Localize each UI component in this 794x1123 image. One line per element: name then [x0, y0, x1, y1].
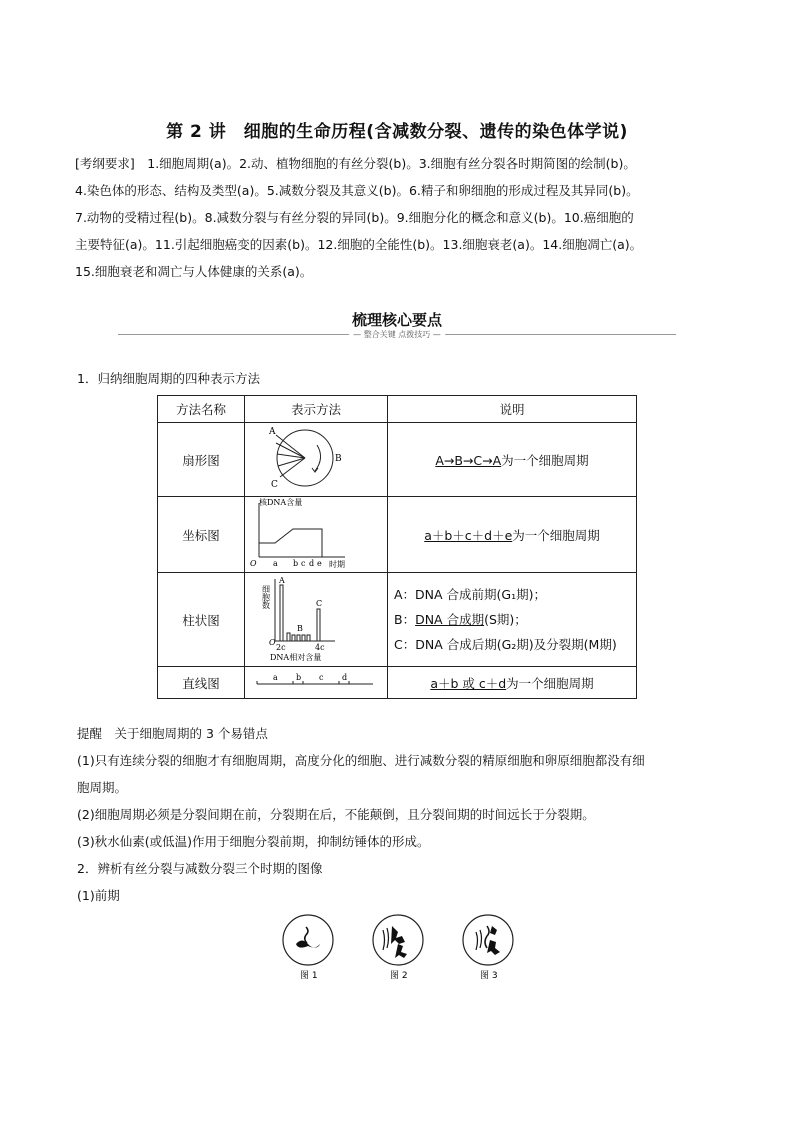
line-label-a: a	[273, 673, 278, 682]
fan-label-a: A	[269, 427, 276, 437]
explanation-underlined: a＋b 或 c＋d	[430, 675, 507, 691]
explanation	[388, 497, 637, 573]
coord-ylabel: 核DNA含量	[259, 498, 303, 507]
phase-b	[388, 611, 636, 629]
coord-tick-b: b	[293, 559, 299, 568]
explanation-underlined: a＋b＋c＋d＋e	[424, 527, 513, 543]
section2-heading: 2．辨析有丝分裂与减数分裂三个时期的图像	[77, 861, 323, 876]
notes-heading: 提醒 关于细胞周期的 3 个易错点	[77, 726, 268, 741]
section1-heading: 1．归纳细胞周期的四种表示方法	[77, 371, 260, 386]
method-name: 坐标图	[158, 497, 245, 573]
section2-subheading: (1)前期	[77, 888, 120, 903]
explanation	[388, 667, 637, 699]
bar-ylabel: 细胞数	[261, 585, 271, 609]
requirement-line: 主要特征(a)。11.引起细胞癌变的因素(b)。12.细胞的全能性(b)。13.细胞衰老(a)。14.细胞凋亡(a)。	[75, 237, 643, 252]
note-1a: (1)只有连续分裂的细胞才有细胞周期，高度分化的细胞、进行减数分裂的精原细胞和卵原细胞都没有细	[77, 753, 645, 768]
line-label-d: d	[342, 673, 348, 682]
explanation-text: 为一个细胞周期	[512, 527, 600, 543]
header-explanation: 说明	[388, 396, 637, 423]
explanation-text: 为一个细胞周期	[506, 675, 594, 691]
requirement-line: 15.细胞衰老和凋亡与人体健康的关系(a)。	[75, 264, 313, 279]
explanation	[388, 423, 637, 497]
bar-origin: O	[269, 638, 276, 647]
table-row	[158, 667, 637, 699]
bar-label-b: B	[297, 624, 303, 633]
table-row	[158, 573, 637, 667]
bar-x2: 4c	[315, 643, 325, 652]
fan-diagram	[245, 423, 387, 493]
section-banner	[118, 309, 676, 339]
line-label-c: c	[319, 673, 324, 682]
figure-3	[463, 915, 513, 981]
coord-tick-e: e	[317, 559, 322, 568]
fan-label-c: C	[271, 480, 278, 490]
prophase-figures	[280, 912, 520, 984]
figure-3-label: 图 3	[480, 971, 498, 981]
figure-1-label: 图 1	[300, 971, 318, 981]
bar-label-c: C	[316, 599, 323, 608]
coord-diagram-cell	[245, 497, 388, 573]
header-representation: 表示方法	[245, 396, 388, 423]
notes-block	[77, 720, 757, 909]
fan-diagram-cell	[245, 423, 388, 497]
phase-a: A：DNA 合成前期(G₁期)；	[394, 586, 547, 602]
bar-x1: 2c	[276, 643, 286, 652]
line-label-b: b	[296, 673, 302, 682]
bar-diagram	[245, 573, 387, 663]
bar-xlabel: DNA相对含量	[270, 653, 322, 662]
method-name: 柱状图	[158, 573, 245, 667]
table-row	[158, 497, 637, 573]
coord-tick-d: d	[309, 559, 315, 568]
coord-origin: O	[250, 559, 257, 568]
method-name: 扇形图	[158, 423, 245, 497]
cell-cycle-table	[157, 395, 637, 699]
note-2: (2)细胞周期必须是分裂间期在前，分裂期在后，不能颠倒，且分裂间期的时间远长于分裂期。	[77, 807, 595, 822]
phase-c: C：DNA 合成后期(G₂期)及分裂期(M期)	[394, 636, 617, 652]
figure-2	[373, 915, 423, 981]
coord-xlabel: 时期	[329, 560, 345, 569]
requirement-line: 7.动物的受精过程(b)。8.减数分裂与有丝分裂的异同(b)。9.细胞分化的概念和意义(b)。10.癌细胞的	[75, 210, 634, 225]
requirement-line: [考纲要求] 1.细胞周期(a)。2.动、植物细胞的有丝分裂(b)。3.细胞有丝分裂各时期简图的绘制(b)。	[75, 156, 636, 171]
page-title: 第 2 讲 细胞的生命历程(含减数分裂、遗传的染色体学说)	[166, 122, 628, 142]
phase-b-underlined: DNA 合成期	[415, 611, 485, 627]
coordinate-diagram	[245, 497, 387, 569]
coord-tick-a: a	[273, 559, 278, 568]
table-row	[158, 423, 637, 497]
phase-b-suffix: (S期)；	[484, 611, 527, 627]
table-header-row	[158, 396, 637, 423]
header-method-name: 方法名称	[158, 396, 245, 423]
line-diagram-cell	[245, 667, 388, 699]
explanation-underlined: A→B→C→A	[435, 452, 502, 468]
bar-diagram-cell	[245, 573, 388, 667]
note-1b: 胞周期。	[77, 780, 128, 795]
phase-explanation	[388, 573, 637, 667]
fan-label-b: B	[335, 454, 342, 464]
phase-list	[388, 586, 636, 654]
figure-1	[283, 915, 333, 981]
coord-tick-c: c	[301, 559, 306, 568]
banner-divider	[118, 330, 676, 339]
requirement-line: 4.染色体的形态、结构及类型(a)。5.减数分裂及其意义(b)。6.精子和卵细胞的形成过程及其异同(b)。	[75, 183, 639, 198]
bar-label-a: A	[279, 576, 285, 585]
phase-b-prefix: B：	[394, 611, 416, 627]
method-name: 直线图	[158, 667, 245, 699]
explanation-text: 为一个细胞周期	[501, 452, 589, 468]
line-diagram	[245, 667, 387, 695]
banner-subtitle: — 整合关键 点拨技巧 —	[349, 329, 445, 340]
exam-requirements	[75, 150, 755, 285]
note-3: (3)秋水仙素(或低温)作用于细胞分裂前期，抑制纺锤体的形成。	[77, 834, 430, 849]
figure-2-label: 图 2	[390, 971, 408, 981]
banner-title: 梳理核心要点	[351, 311, 442, 329]
